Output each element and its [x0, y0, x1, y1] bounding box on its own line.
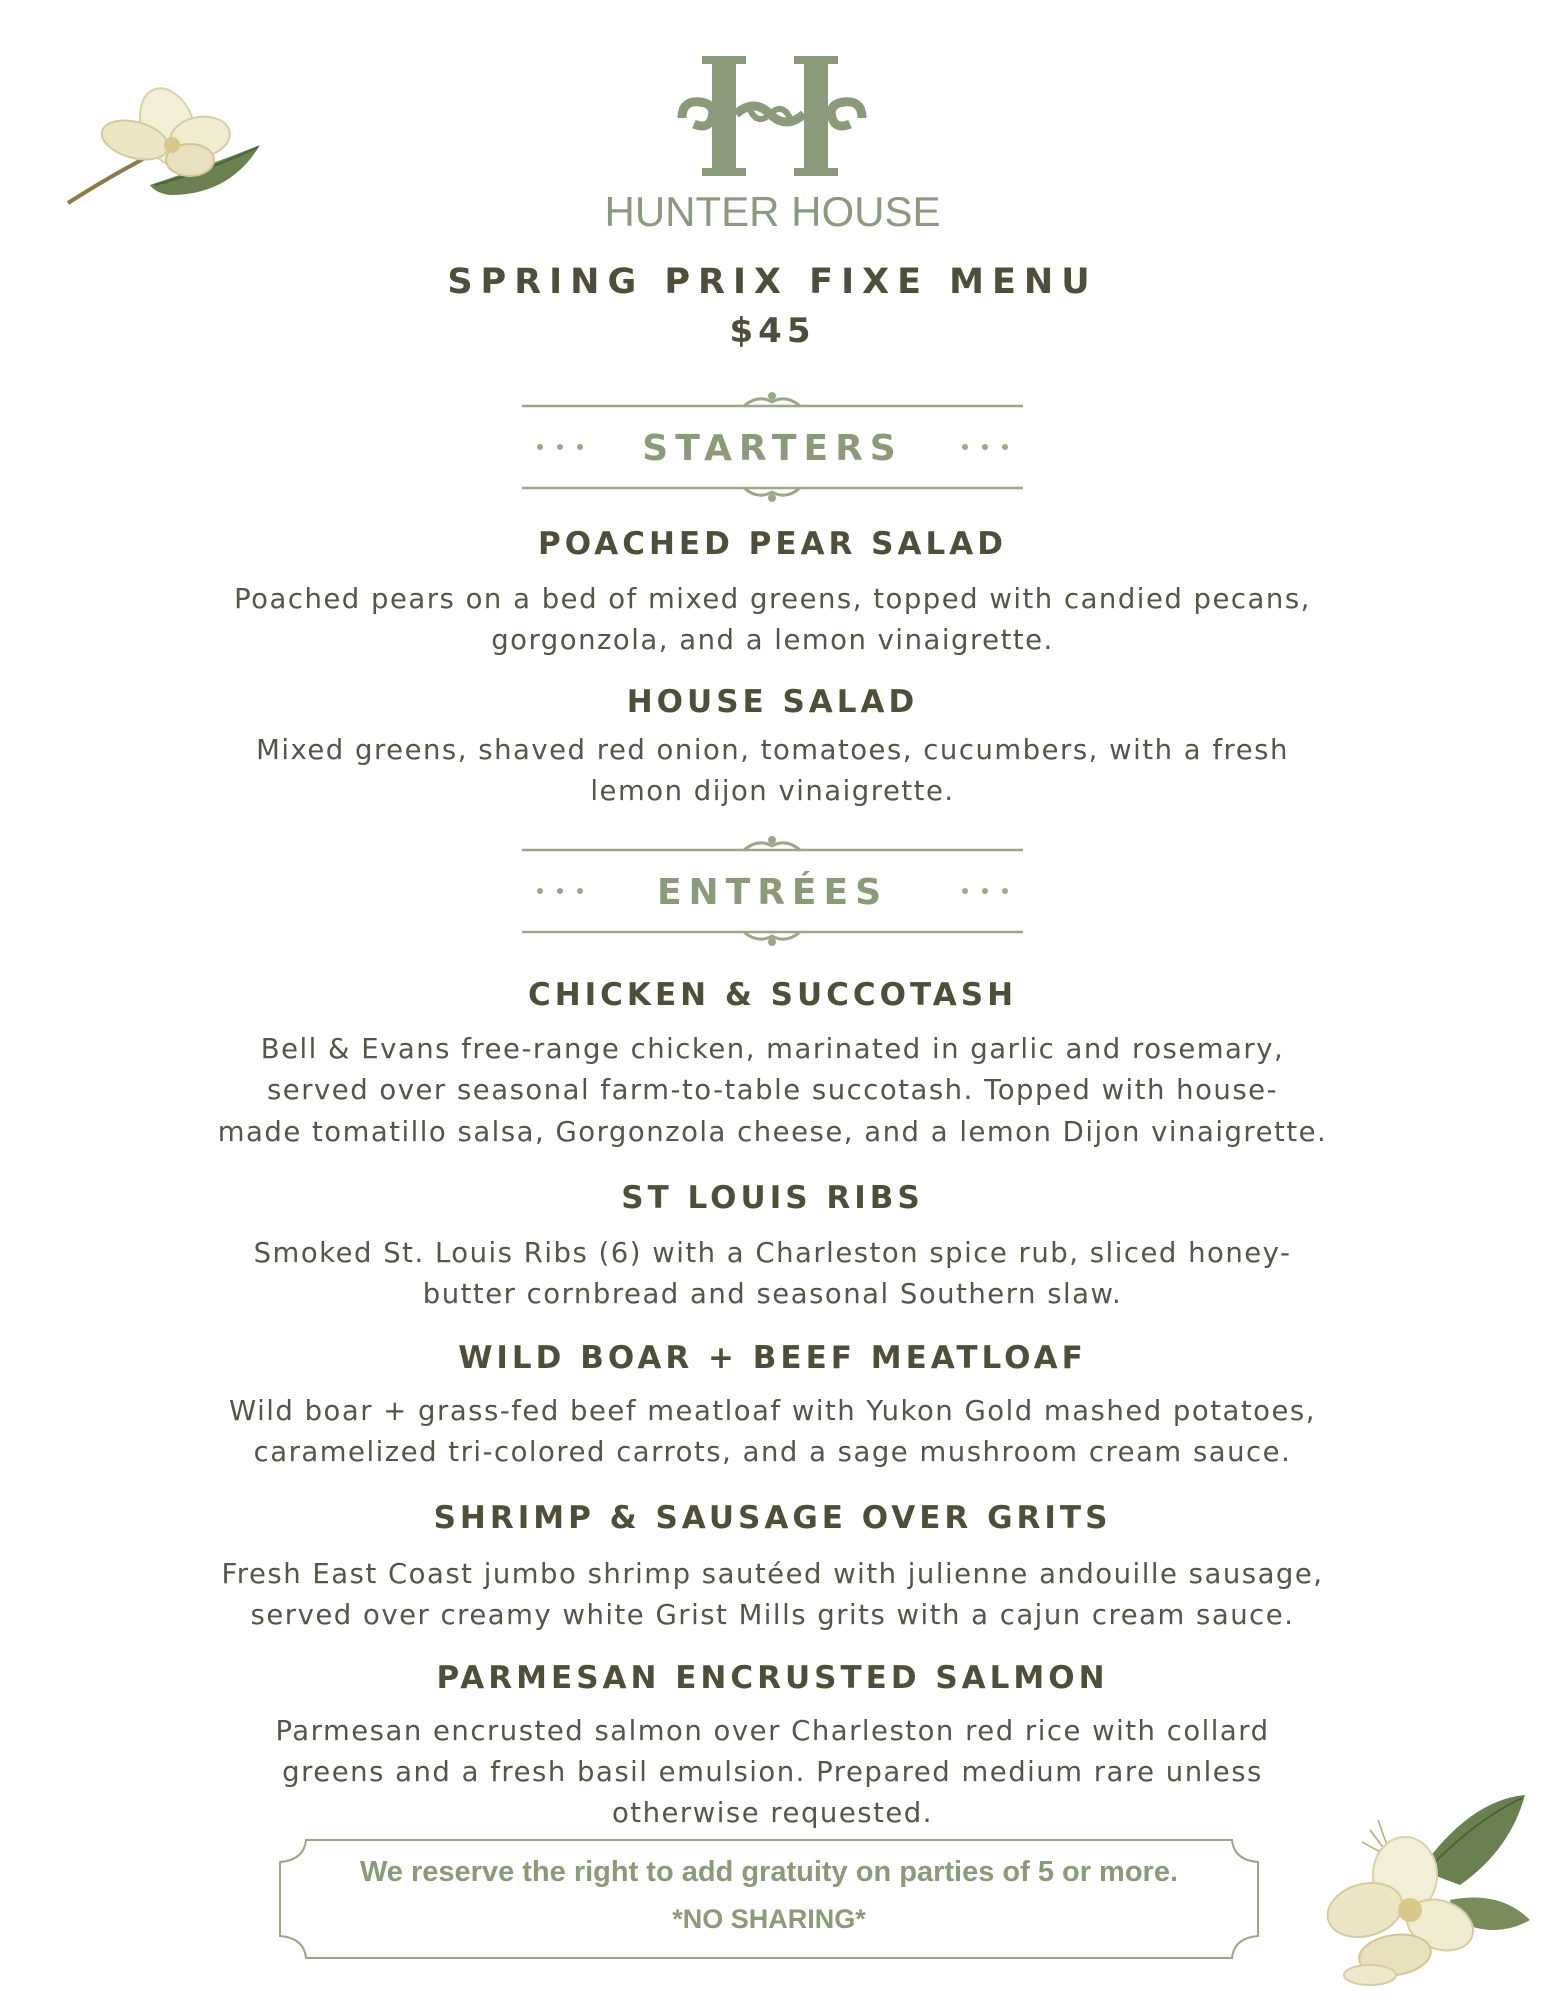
dish-name-shrimp-sausage-grits: SHRIMP & SAUSAGE OVER GRITS	[433, 1500, 1112, 1536]
section-label: STARTERS	[642, 428, 903, 469]
dish-description-line: otherwise requested.	[611, 1797, 934, 1829]
dish-description-line: gorgonzola, and a lemon vinaigrette.	[491, 624, 1054, 656]
dish-name-st-louis-ribs: ST LOUIS RIBS	[621, 1180, 924, 1216]
brand-name: HUNTER HOUSE	[604, 188, 941, 235]
notice-gratuity-text: We reserve the right to add gratuity on parties of 5 or more.	[359, 1856, 1179, 1888]
dish-name-poached-pear-salad: POACHED PEAR SALAD	[538, 526, 1007, 562]
dish-description-line: Parmesan encrusted salmon over Charleston red rice with collard	[275, 1715, 1270, 1747]
dish-description-line: served over creamy white Grist Mills grits with a cajun cream sauce.	[250, 1599, 1295, 1631]
dish-description-line: greens and a fresh basil emulsion. Prepared medium rare unless	[282, 1756, 1263, 1788]
gratuity-notice	[278, 1838, 1260, 1960]
magnolia-flower-icon	[1310, 1790, 1535, 1990]
dish-name-chicken-succotash: CHICKEN & SUCCOTASH	[527, 977, 1018, 1013]
dish-description-line: served over seasonal farm-to-table succotash. Topped with house-	[266, 1074, 1279, 1106]
menu-title: SPRING PRIX FIXE MENU	[447, 262, 1098, 302]
dish-name-house-salad: HOUSE SALAD	[626, 684, 919, 720]
notice-no-sharing-text: *NO SHARING*	[672, 1904, 866, 1934]
section-header-starters	[520, 392, 1025, 502]
dish-description-line: Wild boar + grass-fed beef meatloaf with Yukon Gold mashed potatoes,	[229, 1395, 1316, 1427]
dish-description-line: made tomatillo salsa, Gorgonzola cheese, and a lemon Dijon vinaigrette.	[217, 1116, 1328, 1148]
dish-description-line: Bell & Evans free-range chicken, marinated in garlic and rosemary,	[260, 1033, 1285, 1065]
section-header-entrees	[520, 836, 1025, 946]
dish-description-line: Poached pears on a bed of mixed greens, topped with candied pecans,	[234, 583, 1311, 615]
dish-description-line: butter cornbread and seasonal Southern slaw.	[422, 1278, 1123, 1310]
section-label: ENTRÉES	[656, 872, 889, 913]
dish-name-parmesan-encrusted-salmon: PARMESAN ENCRUSTED SALMON	[436, 1660, 1109, 1696]
hunter-house-monogram-icon	[672, 48, 872, 188]
dish-description-line: Fresh East Coast jumbo shrimp sautéed with julienne andouille sausage,	[221, 1558, 1324, 1590]
menu-price: $45	[729, 311, 816, 351]
dish-description-line: caramelized tri-colored carrots, and a sage mushroom cream sauce.	[253, 1436, 1292, 1468]
dish-description-line: lemon dijon vinaigrette.	[590, 775, 955, 807]
dish-description-line: Smoked St. Louis Ribs (6) with a Charleston spice rub, sliced honey-	[253, 1237, 1292, 1269]
dish-name-wild-boar-beef-meatloaf: WILD BOAR + BEEF MEATLOAF	[458, 1340, 1087, 1376]
dish-description-line: Mixed greens, shaved red onion, tomatoes, cucumbers, with a fresh	[256, 734, 1289, 766]
